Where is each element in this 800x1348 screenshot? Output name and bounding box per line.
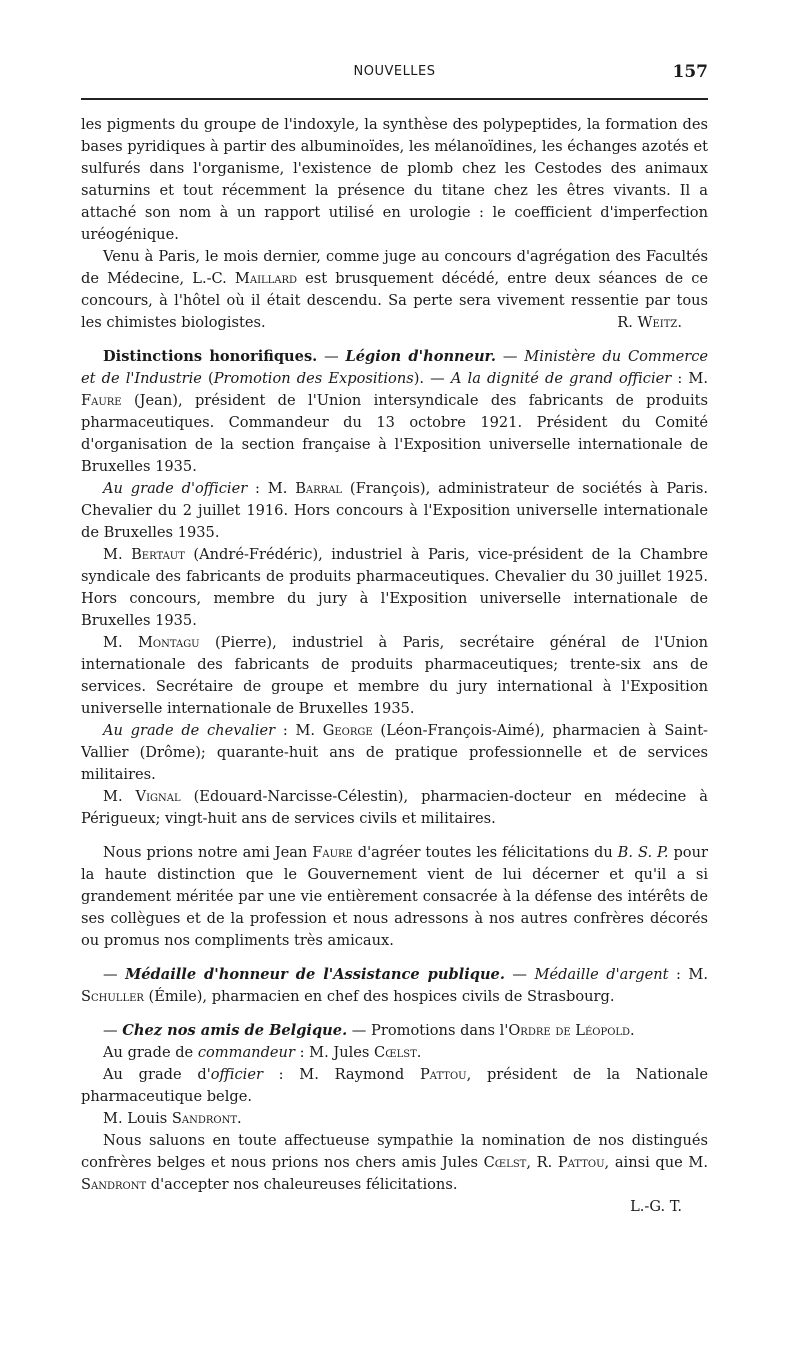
person-name: Schuller bbox=[81, 988, 144, 1005]
paragraph-obituary-continued: les pigments du groupe de l'indoxyle, la synthèse des polypeptides, la formation des bases pyridiques à partir des albuminoïdes, les mélanoïdines, les échanges azotés et sulfurés dans l'organisme, l'existence de plomb chez les Cestodes des animaux saturnins et tout récemment la présence du titane chez les êtres vivants. Il a attaché son nom à un rapport utilisé en urologie : le coefficient d'imperfection uréogénique. bbox=[81, 116, 708, 243]
closing-signature: L.-G. T. bbox=[630, 1198, 682, 1215]
page-header bbox=[81, 62, 708, 86]
paragraph-congratulations: Nous prions notre ami Jean Faure d'agréer toutes les félicitations du B. S. P. pour la haute distinction que le Gouvernement vient de lui décerner et qu'il a si grandement méritée par une vie entièrement consacrée à la défense des intérêts de ses collègues et de la profession et nous adressons à nos autres confrères décorés ou promus nos compliments très amicaux. bbox=[81, 844, 708, 949]
person-name: Barral bbox=[295, 480, 343, 497]
person-name: Faure bbox=[81, 392, 122, 409]
paragraph-chevalier: Au grade de chevalier : M. George (Léon-François-Aimé), pharmacien à Saint-Vallier (Drôme); quarante-huit ans de pratique professionnelle et de services militaires. bbox=[81, 722, 708, 783]
header-rule bbox=[81, 98, 708, 100]
section-heading: Distinctions honorifiques. bbox=[103, 348, 318, 365]
paragraph-commandeur: Au grade de commandeur : M. Jules Cœlst. bbox=[103, 1044, 422, 1061]
page-body bbox=[81, 114, 708, 1218]
section-distinctions: Distinctions honorifiques. — Légion d'honneur. — Ministère du Commerce et de l'Industrie (Promotion des Expositions). — A la dignité de grand officier : M. Faure (Jean), président de l'Union intersyndicale des fabricants de produits pharmaceutiques. Commandeur du 13 octobre 1921. Président du Comité d'organisation de la section française à l'Exposition universelle internationale de Bruxelles 1935. bbox=[81, 348, 708, 475]
person-name: Sandront. bbox=[171, 1110, 242, 1127]
paragraph-montagu: M. Montagu (Pierre), industriel à Paris, secrétaire général de l'Union internationale des fabricants de produits pharmaceutiques; trente-six ans de services. Secrétaire de groupe et membre du jury international à l'Exposition universelle internationale de Bruxelles 1935. bbox=[81, 634, 708, 717]
person-name: Vignal bbox=[135, 788, 181, 805]
paragraph-bertaut: M. Bertaut (André-Frédéric), industriel à Paris, vice-président de la Chambre syndicale des fabricants de produits pharmaceutiques. Chevalier du 30 juillet 1925. Hors concours, membre du jury à l'Exposition universelle internationale de Bruxelles 1935. bbox=[81, 546, 708, 629]
page-number: 157 bbox=[672, 62, 708, 82]
paragraph-officier: Au grade d'officier : M. Barral (François), administrateur de sociétés à Paris. Chevalier du 2 juillet 1916. Hors concours à l'Exposition universelle internationale de Bruxelles 1935. bbox=[81, 480, 708, 541]
person-name: Pattou bbox=[419, 1066, 467, 1083]
section-heading: Chez nos amis de Belgique. bbox=[122, 1022, 348, 1039]
person-name: George bbox=[322, 722, 373, 739]
paragraph-obituary-death: Venu à Paris, le mois dernier, comme juge au concours d'agrégation des Facultés de Médecine, L.-C. Maillard est brusquement décédé, entre deux séances de ce concours, à l'hôtel où il était descendu. Sa perte sera vivement ressentie par tous les chimistes biologistes. bbox=[81, 248, 709, 331]
person-name: Faure bbox=[312, 844, 353, 861]
paragraph-vignal: M. Vignal (Edouard-Narcisse-Célestin), pharmacien-docteur en médecine à Périgueux; vingt-huit ans de services civils et militaires. bbox=[81, 788, 708, 827]
running-title: NOUVELLES bbox=[353, 64, 436, 79]
person-name: Bertaut bbox=[131, 546, 185, 563]
person-name: Maillard bbox=[234, 270, 298, 287]
section-heading: Médaille d'honneur de l'Assistance publique. bbox=[125, 966, 505, 983]
section-medaille: — Médaille d'honneur de l'Assistance publique. — Médaille d'argent : M. Schuller (Émile), pharmacien en chef des hospices civils de Strasbourg. bbox=[81, 966, 709, 1005]
person-name: Cœlst. bbox=[374, 1044, 422, 1061]
paragraph-sandront: M. Louis Sandront. bbox=[103, 1110, 242, 1127]
paragraph-salutation: Nous saluons en toute affectueuse sympathie la nomination de nos distingués confrères belges et nous prions nos chers amis Jules Cœlst, R. Pattou, ainsi que M. Sandront d'accepter nos chaleureuses félicitations. bbox=[81, 1132, 708, 1193]
paragraph-officier-belge: Au grade d'officier : M. Raymond Pattou, président de la Nationale pharmaceutique belge. bbox=[81, 1066, 708, 1105]
obituary-signature: R. Weitz. bbox=[617, 314, 682, 331]
section-belgique: — Chez nos amis de Belgique. — Promotions dans l'Ordre de Léopold. bbox=[103, 1022, 635, 1039]
legion-heading: Légion d'honneur. bbox=[345, 348, 496, 365]
person-name: Montagu bbox=[137, 634, 200, 651]
